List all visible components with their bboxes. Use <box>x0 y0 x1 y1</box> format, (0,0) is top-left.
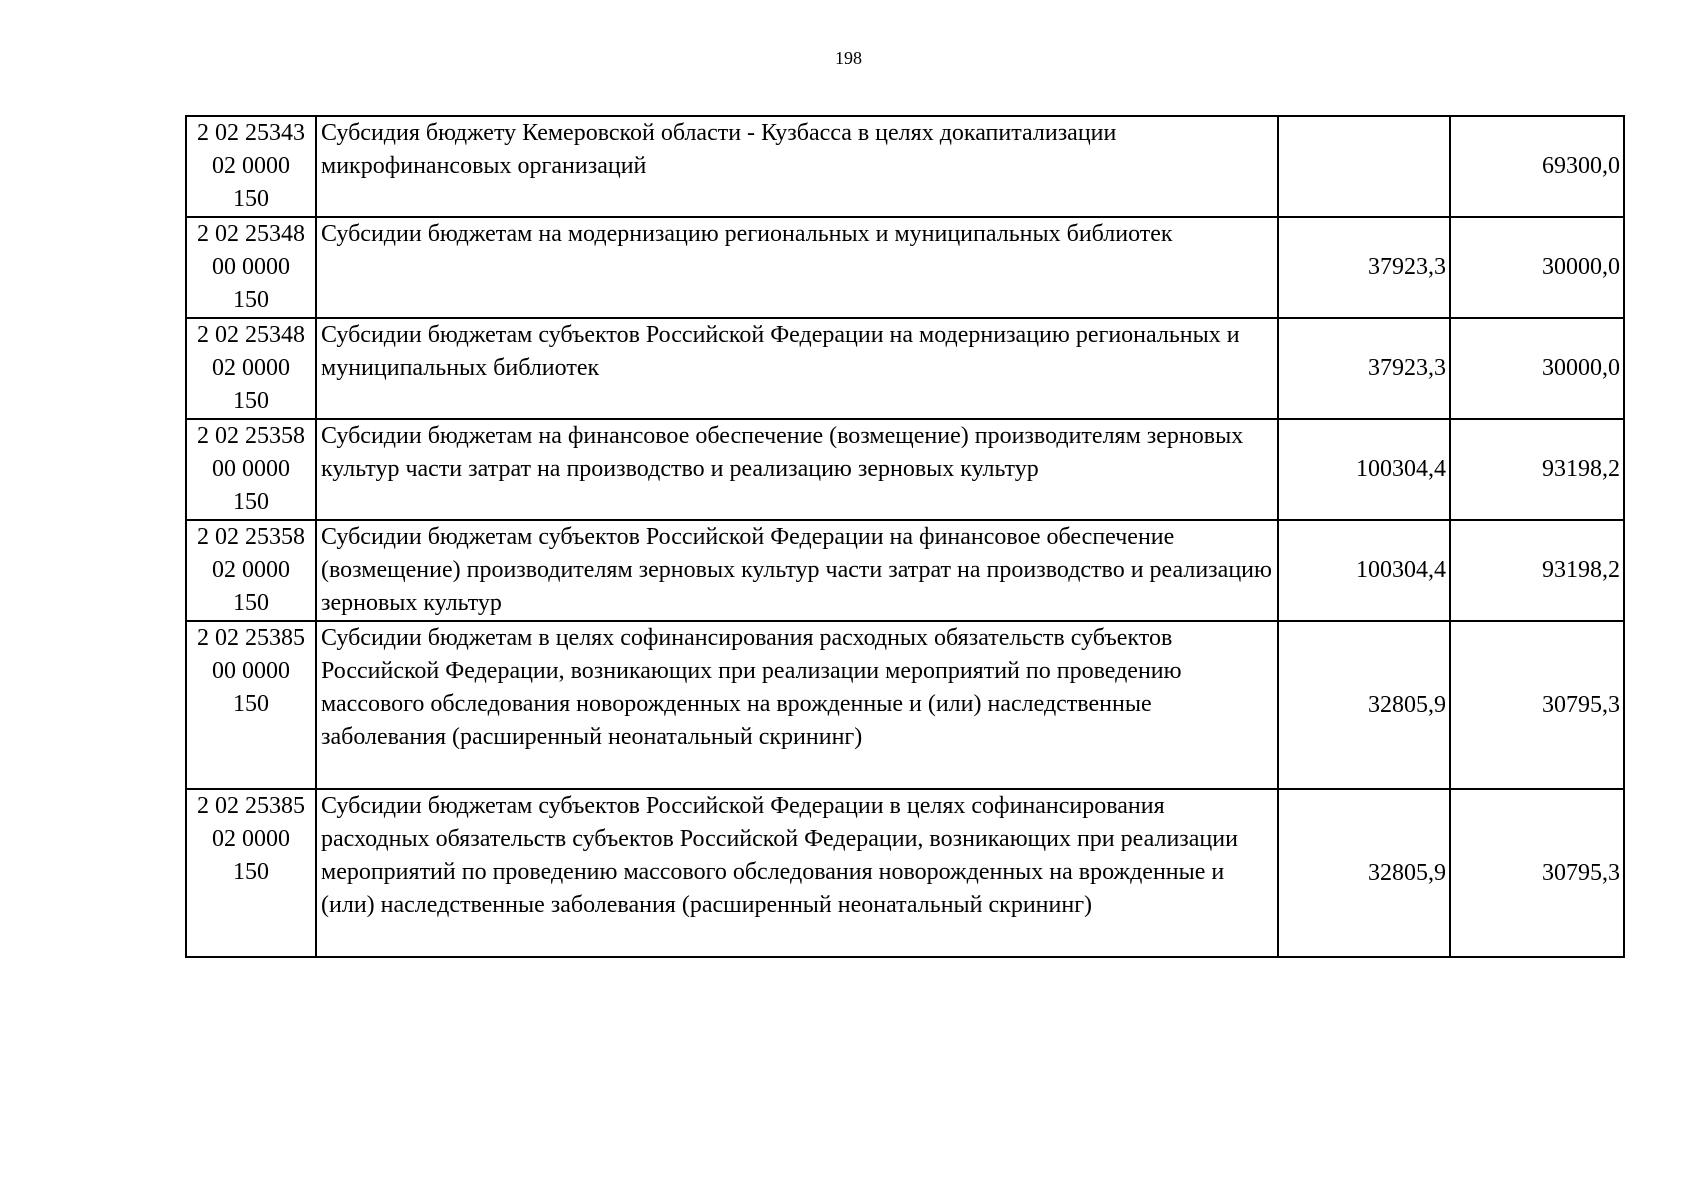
budget-code-line: 02 0000 <box>212 153 290 179</box>
value-cell-1: 100304,4 <box>1278 520 1450 621</box>
budget-code-line: 2 02 25385 <box>197 793 305 819</box>
table-row <box>186 318 1624 419</box>
value-cell-1: 37923,3 <box>1278 217 1450 318</box>
subsidy-name-cell: Субсидии бюджетам в целях софинансирования расходных обязательств субъектов Российской Федерации, возникающих при реализации мероприятий по проведению массового обследования новорожденных на врожденные и (или) наследственные заболевания (расширенный неонатальный скрининг) <box>316 621 1278 789</box>
page-number: 198 <box>835 48 862 68</box>
budget-code-line: 150 <box>233 859 269 885</box>
table-row <box>186 419 1624 520</box>
budget-code-line: 02 0000 <box>212 826 290 852</box>
value-cell-1: 32805,9 <box>1278 621 1450 789</box>
budget-code-line: 150 <box>233 186 269 212</box>
value-cell-1: 32805,9 <box>1278 789 1450 957</box>
budget-code-cell <box>186 419 316 520</box>
table-row <box>186 116 1624 217</box>
subsidy-name-cell: Субсидия бюджету Кемеровской области - Кузбасса в целях докапитализации микрофинансовых организаций <box>316 116 1278 217</box>
value-cell-1: 37923,3 <box>1278 318 1450 419</box>
budget-code-line: 02 0000 <box>212 557 290 583</box>
table-row <box>186 621 1624 789</box>
budget-code-line: 150 <box>233 691 269 717</box>
value-cell-2: 30795,3 <box>1450 621 1624 789</box>
subsidy-name-cell: Субсидии бюджетам на финансовое обеспечение (возмещение) производителям зерновых культур части затрат на производство и реализацию зерновых культур <box>316 419 1278 520</box>
budget-code-line: 150 <box>233 590 269 616</box>
budget-code-cell <box>186 116 316 217</box>
value-cell-2: 30000,0 <box>1450 318 1624 419</box>
budget-code-line: 2 02 25343 <box>197 120 305 146</box>
subsidy-name-cell: Субсидии бюджетам на модернизацию региональных и муниципальных библиотек <box>316 217 1278 318</box>
budget-code-line: 150 <box>233 489 269 515</box>
value-cell-1: 100304,4 <box>1278 419 1450 520</box>
budget-code-line: 00 0000 <box>212 254 290 280</box>
value-cell-2: 93198,2 <box>1450 419 1624 520</box>
value-cell-2: 93198,2 <box>1450 520 1624 621</box>
budget-code-line: 00 0000 <box>212 456 290 482</box>
table-row <box>186 789 1624 957</box>
subsidy-name-cell: Субсидии бюджетам субъектов Российской Федерации в целях софинансирования расходных обязательств субъектов Российской Федерации, возникающих при реализации мероприятий по проведению массового обследования новорожденных на врожденные и (или) наследственные заболевания (расширенный неонатальный скрининг) <box>316 789 1278 957</box>
budget-code-line: 00 0000 <box>212 658 290 684</box>
budget-code-cell <box>186 520 316 621</box>
value-cell-1 <box>1278 116 1450 217</box>
budget-code-line: 2 02 25348 <box>197 221 305 247</box>
value-cell-2: 30795,3 <box>1450 789 1624 957</box>
budget-code-cell <box>186 318 316 419</box>
subsidy-name-cell: Субсидии бюджетам субъектов Российской Федерации на финансовое обеспечение (возмещение) производителям зерновых культур части затрат на производство и реализацию зерновых культур <box>316 520 1278 621</box>
budget-code-line: 150 <box>233 388 269 414</box>
budget-code-line: 2 02 25358 <box>197 524 305 550</box>
budget-code-cell <box>186 621 316 789</box>
budget-code-line: 150 <box>233 287 269 313</box>
value-cell-2: 30000,0 <box>1450 217 1624 318</box>
budget-code-line: 2 02 25358 <box>197 423 305 449</box>
budget-table <box>185 115 1625 958</box>
budget-code-line: 2 02 25385 <box>197 625 305 651</box>
subsidy-name-cell: Субсидии бюджетам субъектов Российской Федерации на модернизацию региональных и муниципальных библиотек <box>316 318 1278 419</box>
table-row <box>186 217 1624 318</box>
budget-code-cell <box>186 217 316 318</box>
value-cell-2: 69300,0 <box>1450 116 1624 217</box>
budget-code-line: 2 02 25348 <box>197 322 305 348</box>
table-row <box>186 520 1624 621</box>
budget-code-line: 02 0000 <box>212 355 290 381</box>
budget-code-cell <box>186 789 316 957</box>
